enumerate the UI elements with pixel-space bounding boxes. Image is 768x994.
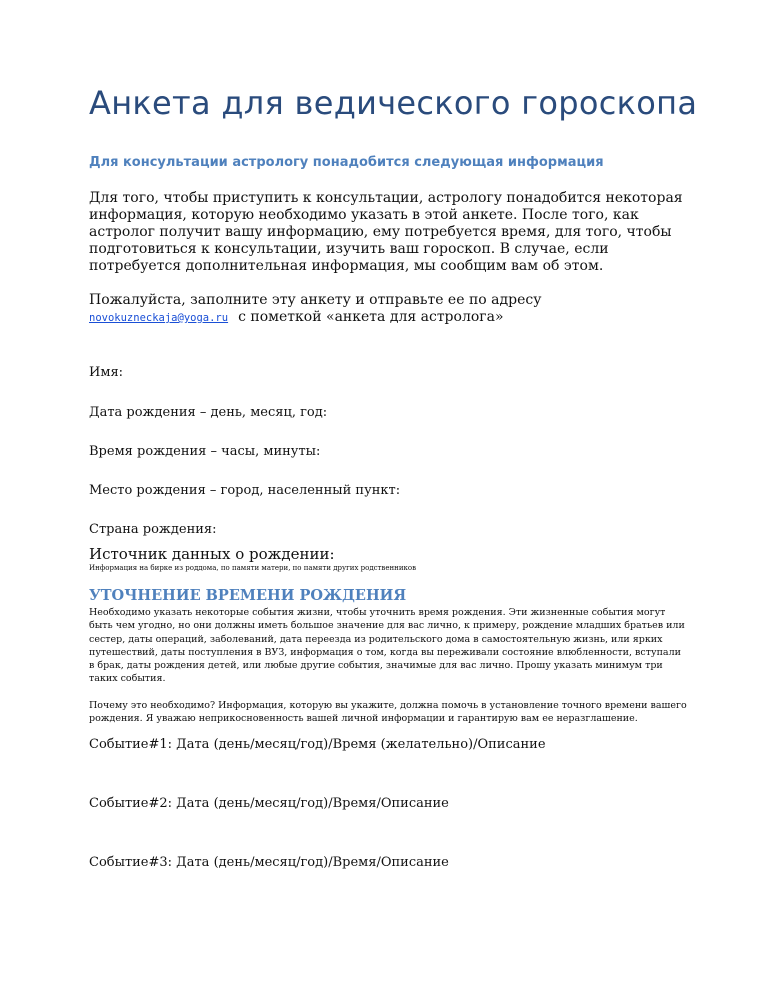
send-note: с пометкой «анкета для астролога» xyxy=(238,309,504,325)
field-birth-place-label: Место рождения – город, населенный пункт: xyxy=(89,483,401,498)
field-name-label: Имя: xyxy=(89,365,124,380)
section-heading: УТОЧНЕНИЕ ВРЕМЕНИ РОЖДЕНИЯ xyxy=(89,587,407,604)
field-birth-date-label: Дата рождения – день, месяц, год: xyxy=(89,405,328,420)
why-text: Почему это необходимо? Информация, которую вы укажите, должна помочь в установление точного времени вашего рождения. Я уважаю неприкосновенность вашей личной информации и гарантирую вам ее неразглашение. xyxy=(89,700,687,725)
event-2-label: Событие#2: Дата (день/месяц/год)/Время/Описание xyxy=(89,796,449,811)
field-birth-country-label: Страна рождения: xyxy=(89,522,217,537)
field-birth-time-label: Время рождения – часы, минуты: xyxy=(89,444,321,459)
send-instructions xyxy=(89,292,689,327)
intro-paragraph: Для того, чтобы приступить к консультации, астрологу понадобится некоторая информация, которую необходимо указать в этой анкете. После того, как астролог получит вашу информацию, ему потребуется время, для того, чтобы подготовиться к консультации, изучить ваш гороскоп. В случае, если потребуется дополнительная информация, мы сообщим вам об этом. xyxy=(89,190,683,274)
event-1-label: Событие#1: Дата (день/месяц/год)/Время (желательно)/Описание xyxy=(89,737,546,752)
send-text: Пожалуйста, заполните эту анкету и отправьте ее по адресу xyxy=(89,292,542,308)
page-subtitle: Для консультации астрологу понадобится следующая информация xyxy=(89,155,604,170)
page-title: Анкета для ведического гороскопа xyxy=(89,84,698,122)
field-source-label: Источник данных о рождении: xyxy=(89,545,335,563)
source-note: Информация на бирке из роддома, по памяти матери, по памяти других родственников xyxy=(89,564,417,572)
event-3-label: Событие#3: Дата (день/месяц/год)/Время/Описание xyxy=(89,855,449,870)
section-text: Необходимо указать некоторые события жизни, чтобы уточнить время рождения. Эти жизненные события могут быть чем угодно, но они должны иметь большое значение для вас лично, к примеру, рождение младших братьев или сестер, даты операций, заболеваний, дата переезда из родительского дома в самостоятельную жизнь, или ярких путешествий, даты поступления в ВУЗ, информация о том, когда вы переживали состояние влюбленности, вступали в брак, даты рождения детей, или любые другие события, значимые для вас лично. Прошу указать минимум три таких события. xyxy=(89,607,685,685)
email-link[interactable]: novokuzneckaja@yoga.ru xyxy=(89,312,229,324)
